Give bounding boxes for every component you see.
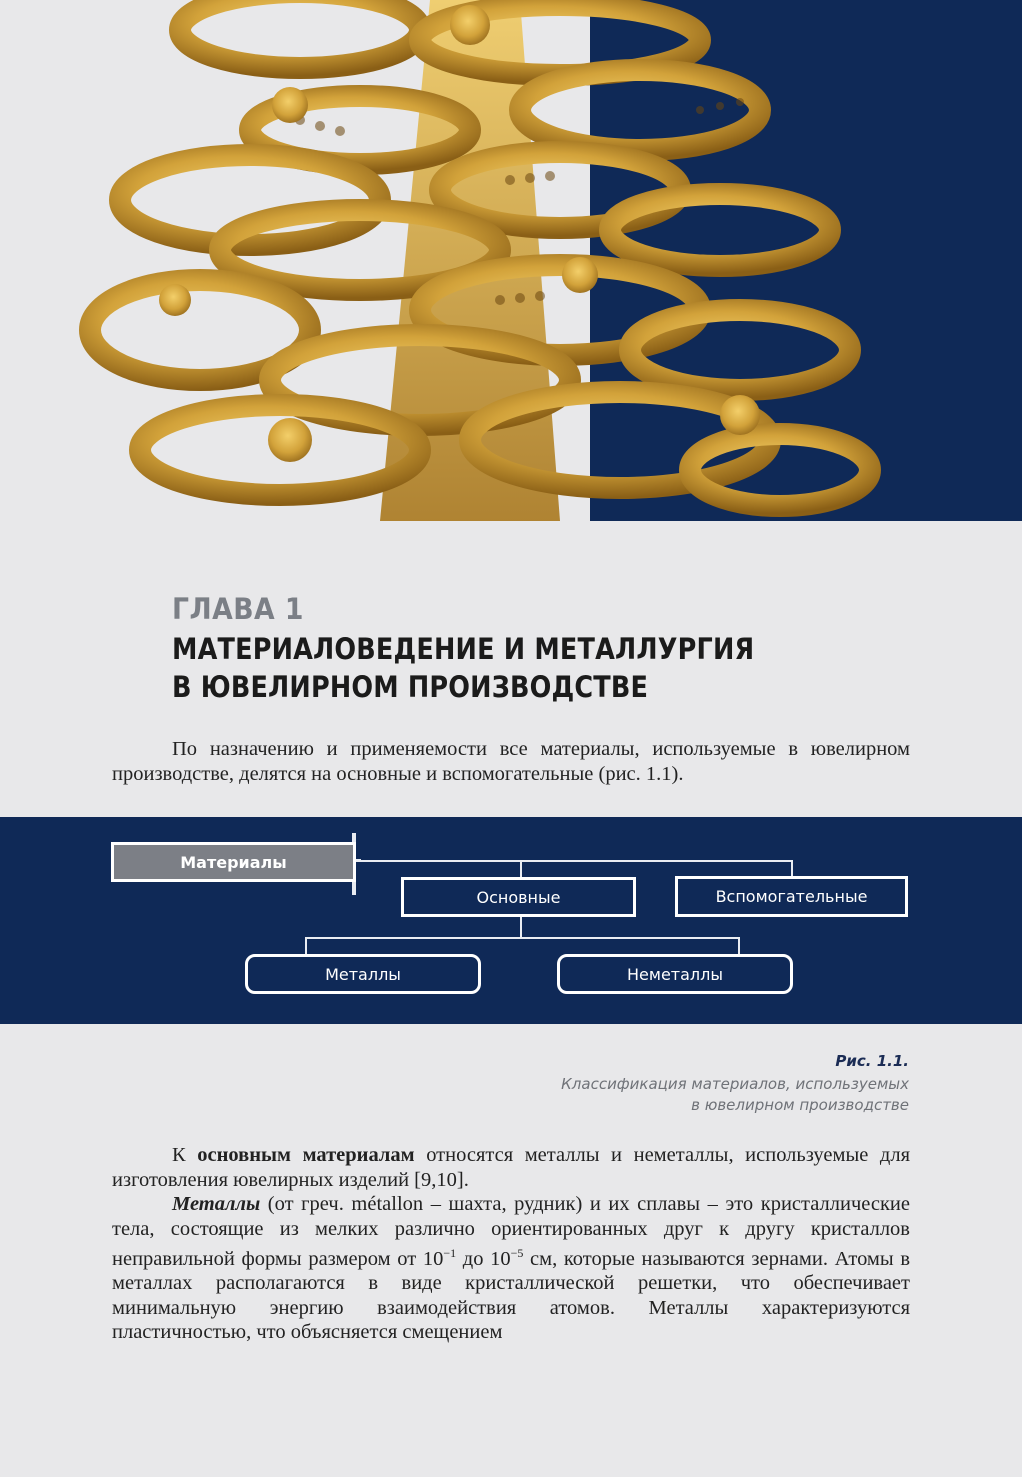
- connector-h2: [305, 937, 740, 939]
- node-nemetally: [557, 954, 793, 994]
- intro-paragraph: [112, 737, 910, 786]
- figure-caption-line-2: в ювелирном производстве: [691, 1096, 909, 1114]
- intro-text: По назначению и применяемости все материалы, используемые в ювелирном производстве, делятся на основные и вспомогательные (рис. 1.1).: [112, 738, 910, 785]
- node-metally-label: Металлы: [325, 964, 401, 984]
- figure-caption-line-1: Классификация материалов, используемых: [561, 1075, 909, 1093]
- connector-v-mid: [520, 917, 522, 938]
- term-basic-materials: основным материалам: [197, 1144, 415, 1166]
- connector-v-metally: [305, 937, 307, 955]
- chapter-title-line-2: В ЮВЕЛИРНОМ ПРОИЗВОДСТВЕ: [172, 670, 649, 704]
- figure-caption: [561, 1074, 909, 1116]
- p1-post: относятся металлы и неметаллы, используемые для изготовления ювелирных изделий [9,10].: [112, 1144, 910, 1191]
- classification-diagram: [0, 817, 1022, 1024]
- p2-a: (от греч. métallon – шахта, рудник) и их сплавы – это кристаллические тела, состоящие из мелких различно ориентированных друг к другу кристаллов неправильной формы размером от 10: [112, 1193, 910, 1270]
- chapter-title: [172, 630, 754, 706]
- node-materials-label: Материалы: [180, 852, 287, 872]
- body-text: [112, 1143, 910, 1345]
- node-osnovnye-label: Основные: [476, 887, 561, 907]
- node-osnovnye: [401, 877, 636, 917]
- p2-sup-2: −5: [510, 1246, 524, 1260]
- connector-v-osnovnye: [520, 860, 522, 878]
- connector-h1: [358, 860, 793, 862]
- figure-number: Рис. 1.1.: [835, 1052, 909, 1070]
- hero-image: [0, 0, 1022, 521]
- connector-v-nemetally: [738, 937, 740, 955]
- chapter-title-line-1: МАТЕРИАЛОВЕДЕНИЕ И МЕТАЛЛУРГИЯ: [172, 632, 755, 666]
- node-materials: [111, 842, 356, 882]
- node-metally: [245, 954, 481, 994]
- p1-pre: К: [172, 1144, 198, 1166]
- p2-b: до 10: [456, 1247, 511, 1270]
- node-vspomogatelnye: [675, 876, 908, 917]
- node-vspomogatelnye-label: Вспомогательные: [715, 887, 868, 906]
- gold-rings-illustration: [0, 0, 1022, 521]
- paragraph-basic-materials: [112, 1143, 910, 1192]
- node-nemetally-label: Неметаллы: [627, 964, 723, 984]
- connector-v-vspom: [791, 860, 793, 877]
- chapter-label: ГЛАВА 1: [172, 592, 304, 626]
- p2-c: см, которые называются зернами. Атомы в металлах располагаются в виде кристаллической решетки, что обеспечивает минимальную энергию взаимодействия атомов. Металлы характеризуются пластичностью, что объясняется смещением: [112, 1247, 911, 1344]
- p2-sup-1: −1: [443, 1246, 457, 1260]
- paragraph-metals: [112, 1192, 910, 1345]
- term-metals: Металлы: [172, 1193, 261, 1215]
